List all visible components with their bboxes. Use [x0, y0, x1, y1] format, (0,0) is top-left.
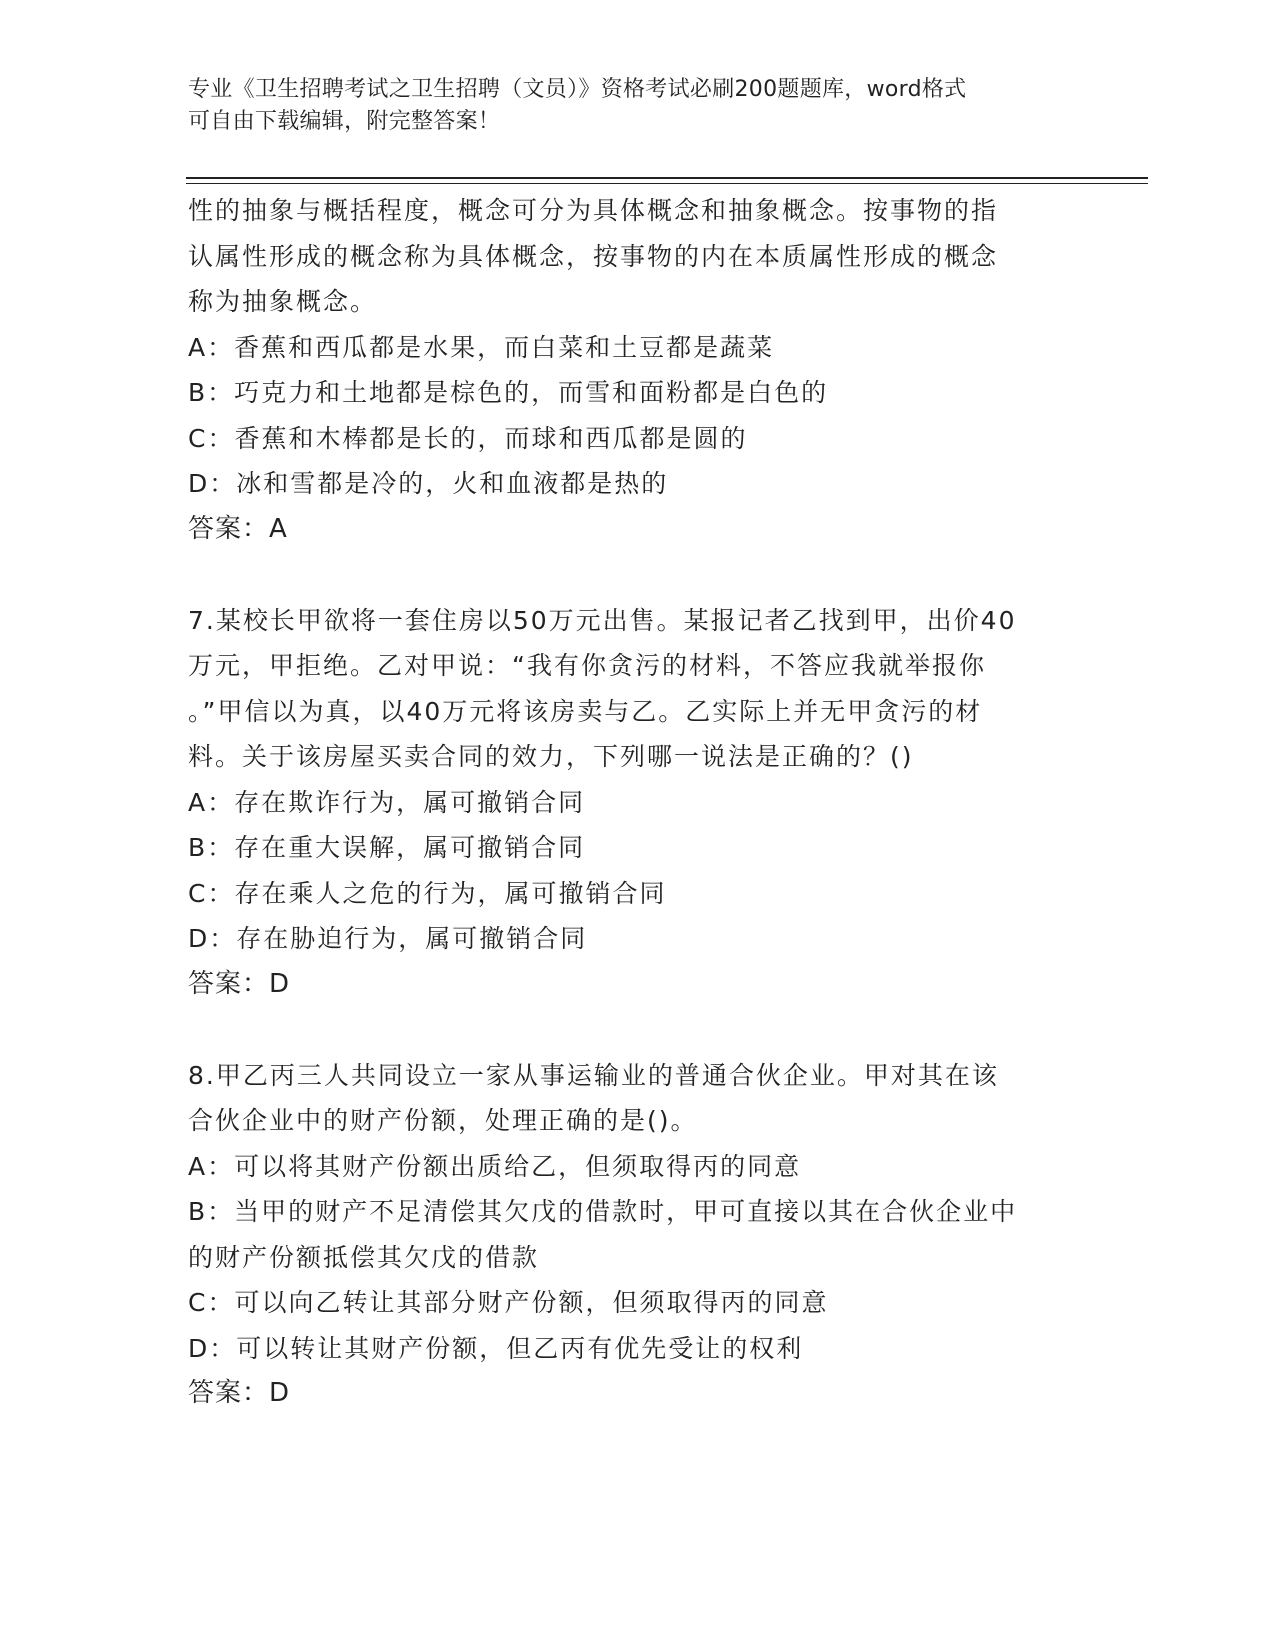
option-b: B：当甲的财产不足清偿其欠戊的借款时，甲可直接以其在合伙企业中: [188, 1197, 1018, 1226]
option-c: C：可以向乙转让其部分财产份额，但须取得丙的同意: [188, 1288, 829, 1317]
question-8: [188, 1053, 1088, 1417]
option-d: D：可以转让其财产份额，但乙丙有优先受让的权利: [188, 1333, 804, 1363]
option-b-continued: 的财产份额抵偿其欠戊的借款: [188, 1242, 540, 1272]
header-line-2: 可自由下载编辑，附完整答案！: [188, 109, 501, 134]
question-text-line: 料。关于该房屋买卖合同的效力，下列哪一说法是正确的？(): [188, 742, 914, 771]
question-text-line: 万元，甲拒绝。乙对甲说：“我有你贪污的材料，不答应我就举报你: [188, 651, 986, 680]
answer: 答案：D: [188, 1378, 291, 1408]
option-c: C：香蕉和木棒都是长的，而球和西瓜都是圆的: [188, 423, 748, 453]
option-b: B：巧克力和土地都是棕色的，而雪和面粉都是白色的: [188, 378, 829, 407]
explanation-line: 性的抽象与概括程度，概念可分为具体概念和抽象概念。按事物的指: [188, 196, 999, 225]
question-text-line: 8.甲乙丙三人共同设立一家从事运输业的普通合伙企业。甲对其在该: [188, 1060, 999, 1090]
option-c: C：存在乘人之危的行为，属可撤销合同: [188, 878, 667, 908]
header-rule-thick: [186, 177, 1148, 179]
explanation-line: 称为抽象概念。: [188, 287, 378, 316]
option-b: B：存在重大误解，属可撤销合同: [188, 833, 586, 862]
question-continuation: [188, 188, 1088, 552]
answer: 答案：D: [188, 968, 291, 999]
spacer: [188, 552, 1088, 598]
header-rule-thin: [186, 183, 1148, 184]
option-d: D：冰和雪都是冷的，火和血液都是热的: [188, 469, 669, 498]
option-a: A：香蕉和西瓜都是水果，而白菜和土豆都是蔬菜: [188, 332, 775, 362]
option-d: D：存在胁迫行为，属可撤销合同: [188, 924, 588, 953]
document-body: [188, 188, 1088, 1417]
option-a: A：可以将其财产份额出质给乙，但须取得丙的同意: [188, 1151, 802, 1181]
page-header: [188, 74, 1068, 138]
header-line-1: 专业《卫生招聘考试之卫生招聘（文员）》资格考试必刷200题题库，word格式: [188, 77, 967, 102]
option-a: A：存在欺诈行为，属可撤销合同: [188, 787, 586, 817]
spacer: [188, 1007, 1088, 1053]
question-text-line: 7.某校长甲欲将一套住房以50万元出售。某报记者乙找到甲，出价40: [188, 605, 1017, 635]
answer: 答案：A: [188, 513, 288, 544]
question-text-line: 合伙企业中的财产份额，处理正确的是()。: [188, 1106, 698, 1135]
explanation-line: 认属性形成的概念称为具体概念，按事物的内在本质属性形成的概念: [188, 241, 999, 271]
question-text-line: 。”甲信以为真，以40万元将该房卖与乙。乙实际上并无甲贪污的材: [188, 696, 983, 726]
question-7: [188, 598, 1088, 1008]
